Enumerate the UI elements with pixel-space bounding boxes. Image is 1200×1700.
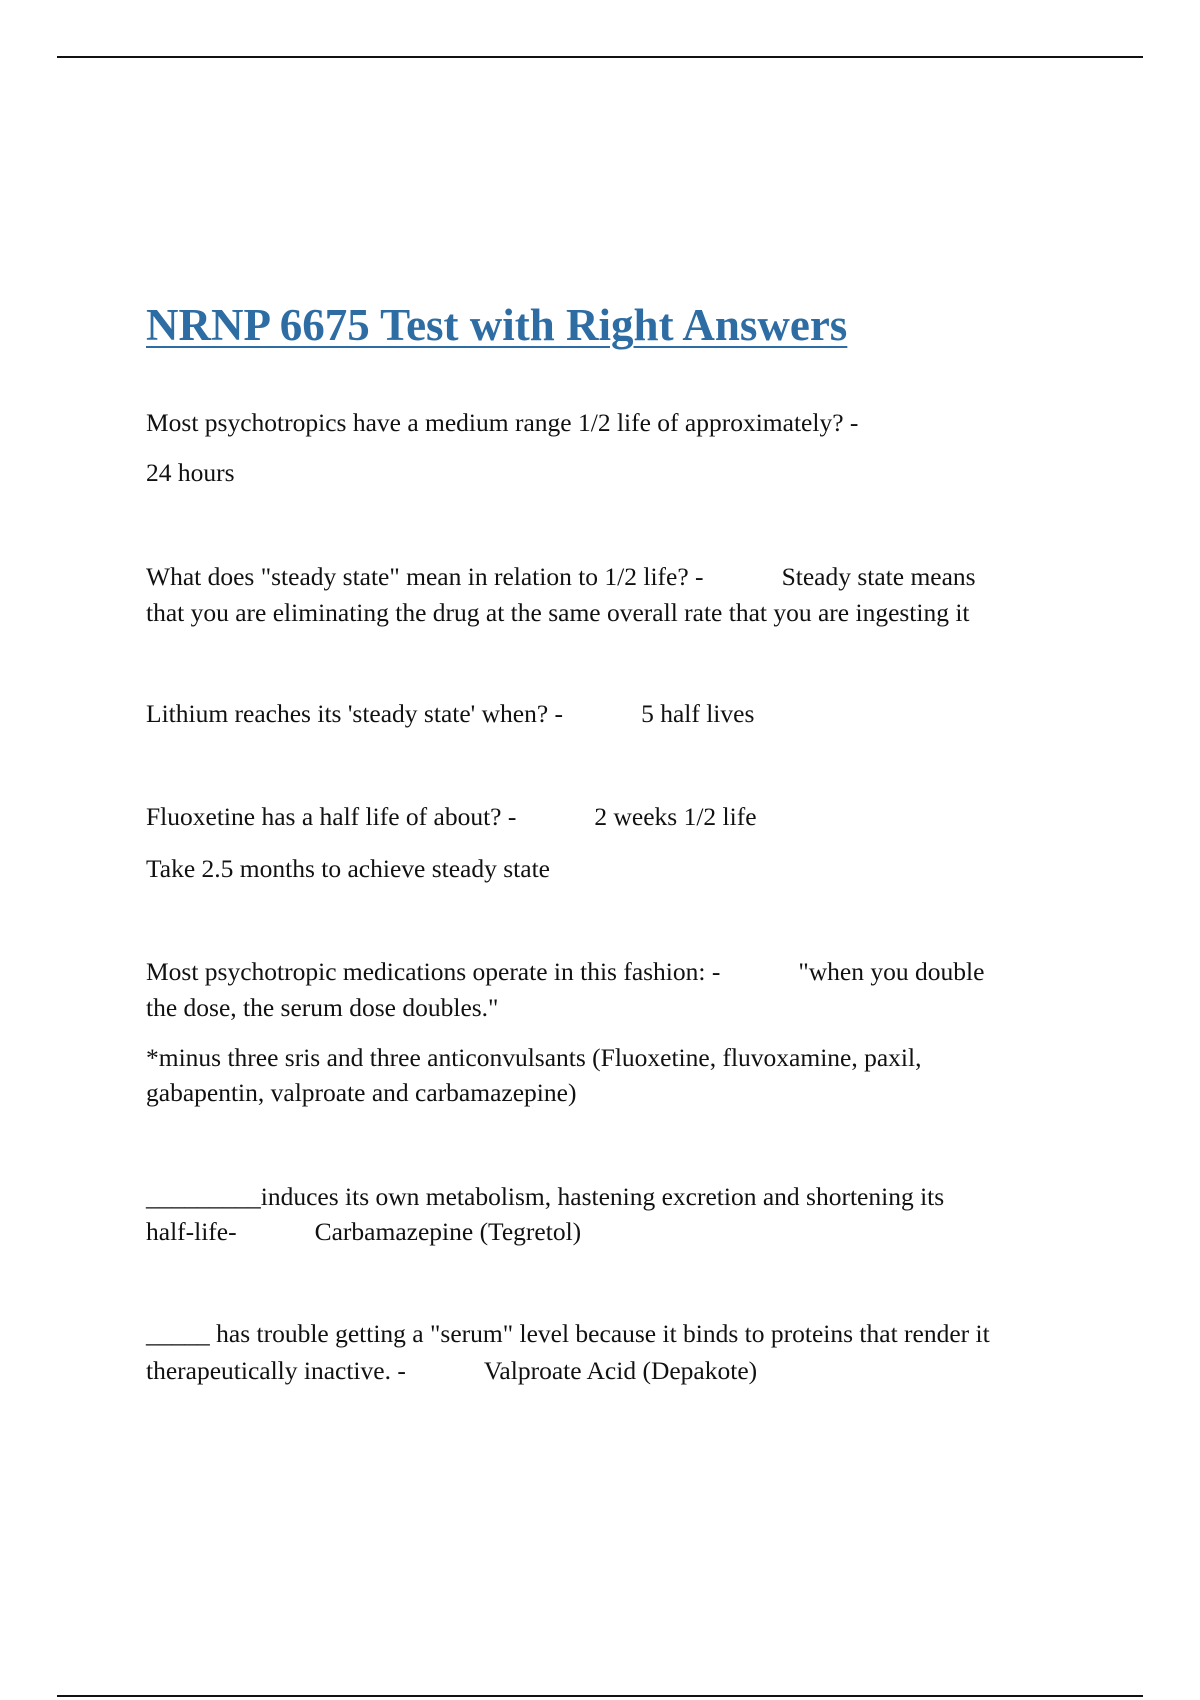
question-6-text: _________induces its own metabolism, hastening excretion and shortening its [146,1182,945,1211]
note-4 [146,851,1086,887]
answer-5-text-continued: the dose, the serum dose doubles." [146,993,499,1022]
document-title[interactable]: NRNP 6675 Test with Right Answers [146,300,848,350]
note-5-text: *minus three sris and three anticonvulsants (Fluoxetine, fluvoxamine, paxil, [146,1043,922,1072]
question-3-text: Lithium reaches its 'steady state' when? - [146,699,564,728]
footer-rule [57,1695,1143,1697]
answer-6-text: Carbamazepine (Tegretol) [314,1217,582,1246]
question-2 [146,559,1086,595]
header-rule [57,56,1143,58]
question-7-text: _____ has trouble getting a "serum" level because it binds to proteins that render it [146,1319,990,1348]
question-5 [146,954,1086,990]
answer-2-text-continued: that you are eliminating the drug at the same overall rate that you are ingesting it [146,598,970,627]
answer-1-text: 24 hours [146,458,235,487]
answer-2-continued [146,595,1086,631]
answer-3-text: 5 half lives [641,699,755,728]
question-6-text-continued: half-life- [146,1217,237,1246]
question-6 [146,1179,1086,1215]
question-4-text: Fluoxetine has a half life of about? - [146,802,517,831]
answer-2-text: Steady state means [781,562,976,591]
question-6-continued [146,1214,1086,1250]
note-5-text-continued: gabapentin, valproate and carbamazepine) [146,1078,577,1107]
answer-1 [146,455,1086,491]
answer-5-continued [146,990,1086,1026]
note-4-text: Take 2.5 months to achieve steady state [146,854,550,883]
question-1-text: Most psychotropics have a medium range 1/2 life of approximately? - [146,408,859,437]
note-5 [146,1040,1086,1076]
answer-5-text: "when you double [798,957,985,986]
question-3 [146,696,1086,732]
question-1 [146,405,1086,441]
answer-4-text: 2 weeks 1/2 life [594,802,757,831]
question-5-text: Most psychotropic medications operate in this fashion: - [146,957,721,986]
answer-7-text: Valproate Acid (Depakote) [483,1356,758,1385]
question-7 [146,1316,1086,1352]
question-7-continued [146,1353,1086,1389]
question-2-text: What does "steady state" mean in relation to 1/2 life? - [146,562,704,591]
note-5-continued [146,1075,1086,1111]
question-7-text-continued: therapeutically inactive. - [146,1356,406,1385]
question-4 [146,799,1086,835]
